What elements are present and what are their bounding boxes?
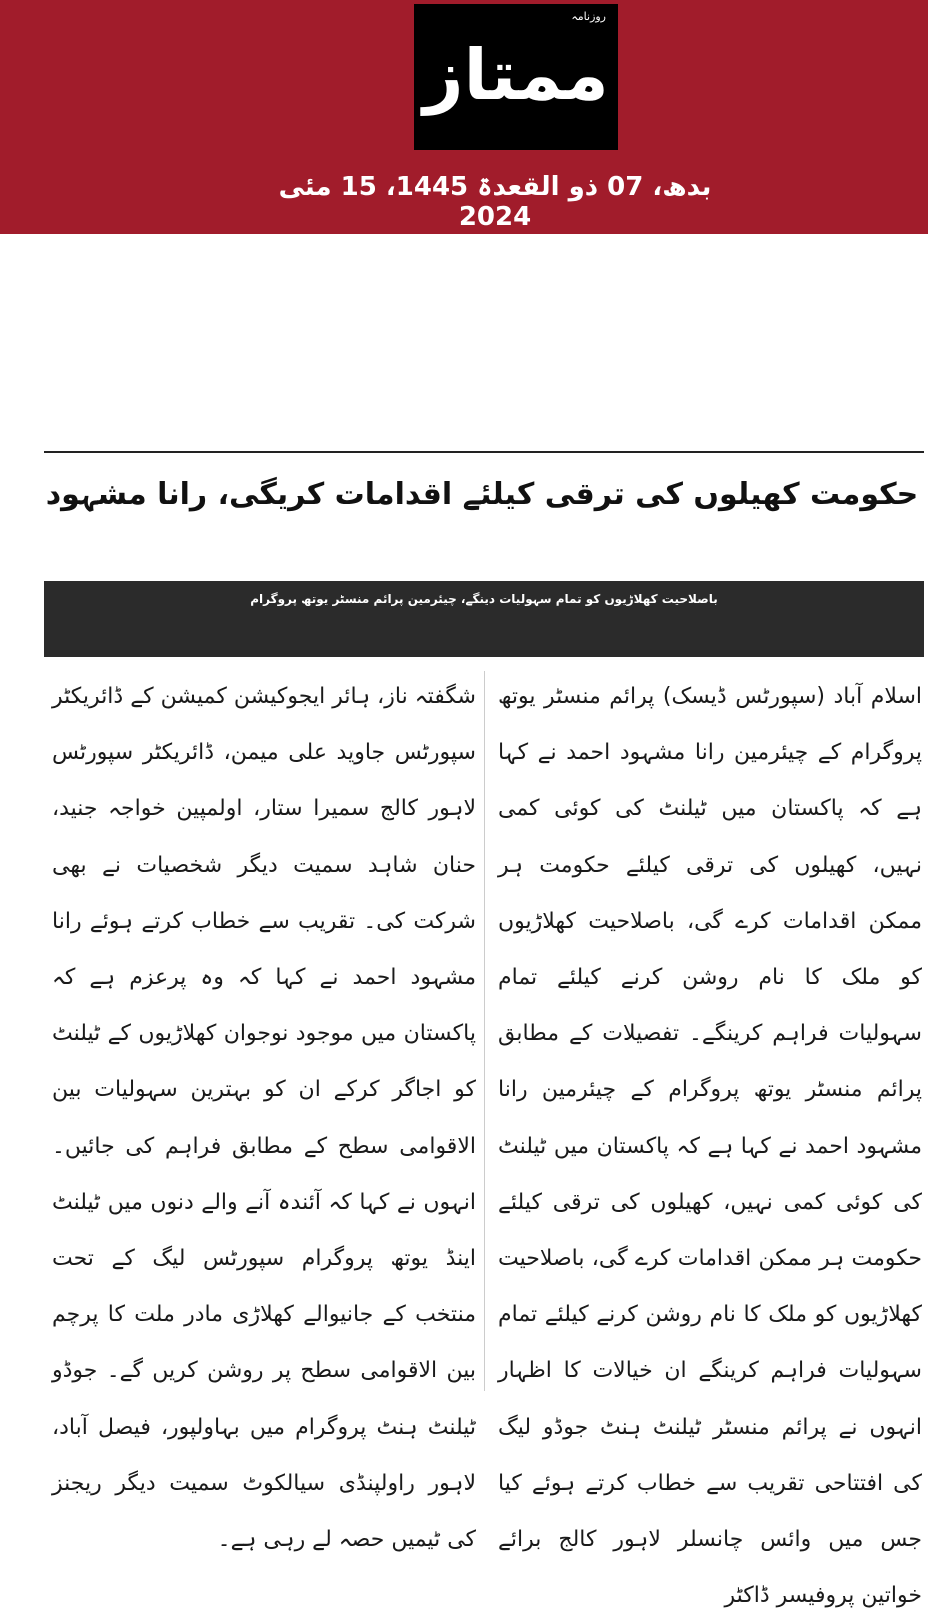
article-column-right: اسلام آباد (سپورٹس ڈیسک) پرائم منسٹر یوتھ پروگرام کے چیئرمین رانا مشہود احمد نے کہا ہے کہ پاکستان میں ٹیلنٹ کی کوئی کمی نہیں، کھیلوں کی ترقی کیلئے حکومت ہر ممکن اقدامات کرے گی، باصلاحیت کھلاڑیوں کو ملک کا نام روشن کرنے کیلئے تمام سہولیات فراہم کرینگے۔ تفصیلات کے مطابق پرائم منسٹر یوتھ پروگرام کے چیئرمین رانا مشہود احمد نے کہا ہے کہ پاکستان میں ٹیلنٹ کی کوئی کمی نہیں، کھیلوں کی ترقی کیلئے حکومت ہر ممکن اقدامات کرے گی، باصلاحیت کھلاڑیوں کو ملک کا نام روشن کرنے کیلئے تمام سہولیات فراہم کرینگے ان خیالات کا اظہار انہوں نے پرائم منسٹر ٹیلنٹ ہنٹ جوڈو لیگ کی افتتاحی تقریب سے خطاب کرتے ہوئے کیا جس میں وائس چانسلر لاہور کالج برائے خواتین پروفیسر ڈاکٹر	[498, 684, 922, 1609]
subheadline-banner	[44, 581, 924, 657]
news-clipping	[44, 449, 924, 1609]
top-rule	[44, 451, 924, 453]
newspaper-header	[0, 0, 928, 234]
issue-dateline: بدھ، 07 ذو القعدۃ 1445، 15 مئی 2024	[278, 172, 712, 232]
logo-tagline: روزنامہ	[571, 10, 606, 23]
logo-title: ممتاز	[423, 34, 609, 116]
article-subheadline: باصلاحیت کھلاڑیوں کو تمام سہولیات دینگے، چیئرمین پرائم منسٹر یوتھ پروگرام	[250, 592, 718, 606]
article-column-left: شگفتہ ناز، ہائر ایجوکیشن کمیشن کے ڈائریکٹر سپورٹس جاوید علی میمن، ڈائریکٹر سپورٹس لاہور کالج سمیرا ستار، اولمپین خواجہ جنید، حنان شاہد سمیت دیگر شخصیات نے بھی شرکت کی۔ تقریب سے خطاب کرتے ہوئے رانا مشہود احمد نے کہا کہ وہ پرعزم ہے کہ پاکستان میں موجود نوجوان کھلاڑیوں کے ٹیلنٹ کو اجاگر کرکے ان کو بہترین سہولیات بین الاقوامی سطح کے مطابق فراہم کی جائیں۔ انہوں نے کہا کہ آئندہ آنے والے دنوں میں ٹیلنٹ اینڈ یوتھ پروگرام سپورٹس لیگ کے تحت منتخب کے جانیوالے کھلاڑی مادر ملت کا پرچم بین الاقوامی سطح پر روشن کریں گے۔ جوڈو ٹیلنٹ ہنٹ پروگرام میں بہاولپور، فیصل آباد، لاہور راولپنڈی سیالکوٹ سمیت دیگر ریجنز کی ٹیمیں حصہ لے رہی ہے۔	[52, 684, 476, 1553]
column-divider	[484, 671, 485, 1391]
newspaper-logo	[414, 4, 618, 150]
article-headline: حکومت کھیلوں کی ترقی کیلئے اقدامات کریگی، رانا مشہود	[45, 477, 919, 512]
